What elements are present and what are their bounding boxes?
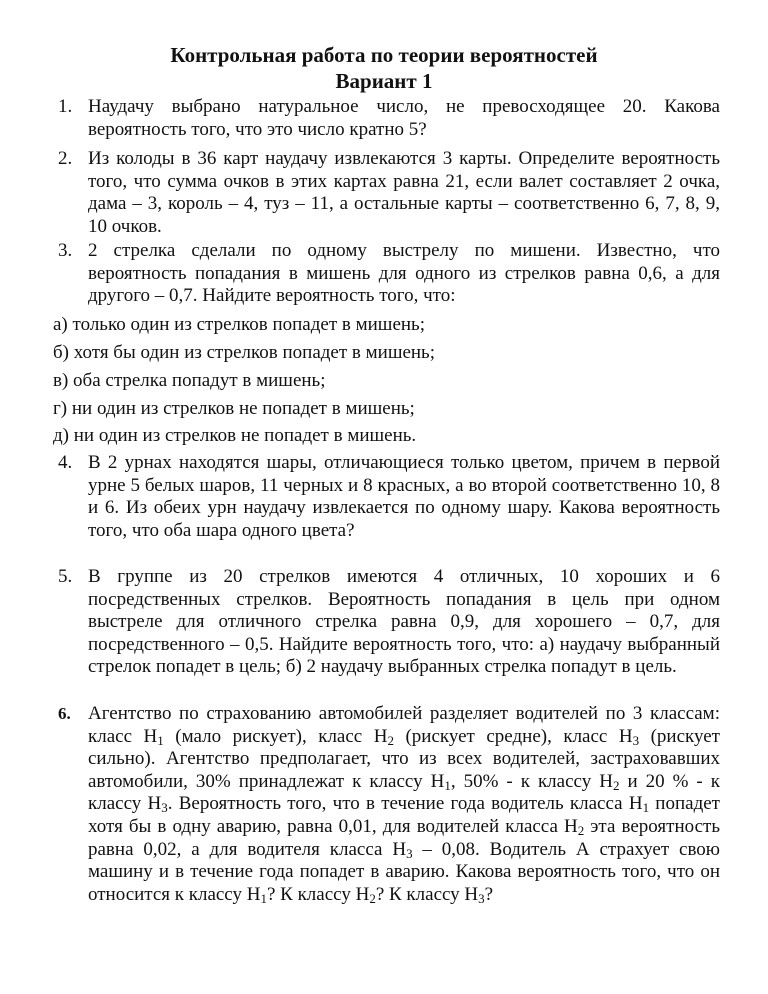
sub-item-a: а) только один из стрелков попадет в мишень; — [53, 314, 425, 335]
problem-1 — [58, 96, 720, 141]
problem-number: 6. — [58, 704, 71, 723]
problem-number: 4. — [58, 452, 73, 473]
sub-item-e: д) ни один из стрелков не попадет в мишень. — [53, 425, 417, 446]
sub-item-c: в) оба стрелка попадут в мишень; — [53, 370, 326, 391]
problem-text: Агентство по страхованию автомобилей разделяет водителей по 3 классам: класс $H_1$ (мало рискует), класс $H_2$ (рискует средне), класс $H_3$ (рискует сильно). Агентство предполагает, что из всех водителей, застраховавших автомобили, 30% принадлежат к классу $H_1$, 50% - к классу $H_2$ и 20 % - к классу $H_3$. Вероятность того, что в течение года водитель класса $H_1$ попадет хотя бы в одну аварию, равна 0,01, для водителей класса $H_2$ эта вероятность равна 0,02, а для водителя класса $H_3 - 0,08$. Водитель А страхует свою машину и в течение года попадет в аварию. Какова вероятность того, что он относится к классу $H_1$? К классу $H_2$? К классу $H_3$? — [88, 703, 721, 906]
problem-number: 1. — [58, 96, 73, 117]
problem-number: 3. — [58, 240, 73, 261]
sub-item-d: г) ни один из стрелков не попадет в мишень; — [53, 398, 415, 419]
problem-text: Из колоды в 36 карт наудачу извлекаются 3 карты. Определите вероятность того, что сумма очков в этих картах равна 21, если валет составляет 2 очка, дама – 3, король – 4, туз – 11, а остальные карты – соответственно 6, 7, 8, 9, 10 очков. — [88, 148, 720, 237]
problem-2 — [58, 148, 720, 238]
variant-title: Вариант 1 — [335, 69, 433, 93]
problem-number: 2. — [58, 148, 73, 169]
problem-3 — [58, 240, 720, 308]
problem-4 — [58, 452, 720, 542]
problem-text: В 2 урнах находятся шары, отличающиеся только цветом, причем в первой урне 5 белых шаров, 11 черных и 8 красных, а во второй соответственно 10, 8 и 6. Из обеих урн наудачу извлекается по одному шару. Какова вероятность того, что оба шара одного цвета? — [88, 452, 720, 541]
problem-text: Наудачу выбрано натуральное число, не превосходящее 20. Какова вероятность того, что это число кратно 5? — [88, 96, 720, 140]
page-title: Контрольная работа по теории вероятностей — [170, 43, 598, 67]
problem-5 — [58, 566, 720, 679]
problem-6 — [58, 703, 721, 906]
problem-text: В группе из 20 стрелков имеются 4 отличных, 10 хороших и 6 посредственных стрелков. Вероятность попадания в цель при одном выстреле для отличного стрелка равна 0,9, для хорошего – 0,7, для посредственного – 0,5. Найдите вероятность того, что: а) наудачу выбранный стрелок попадет в цель; б) 2 наудачу выбранных стрелка попадут в цель. — [88, 566, 720, 678]
sub-item-b: б) хотя бы один из стрелков попадет в мишень; — [53, 342, 436, 363]
problem-number: 5. — [58, 566, 73, 587]
problem-text: 2 стрелка сделали по одному выстрелу по мишени. Известно, что вероятность попадания в мишень для одного из стрелков равна 0,6, а для другого – 0,7. Найдите вероятность того, что: — [88, 240, 720, 307]
